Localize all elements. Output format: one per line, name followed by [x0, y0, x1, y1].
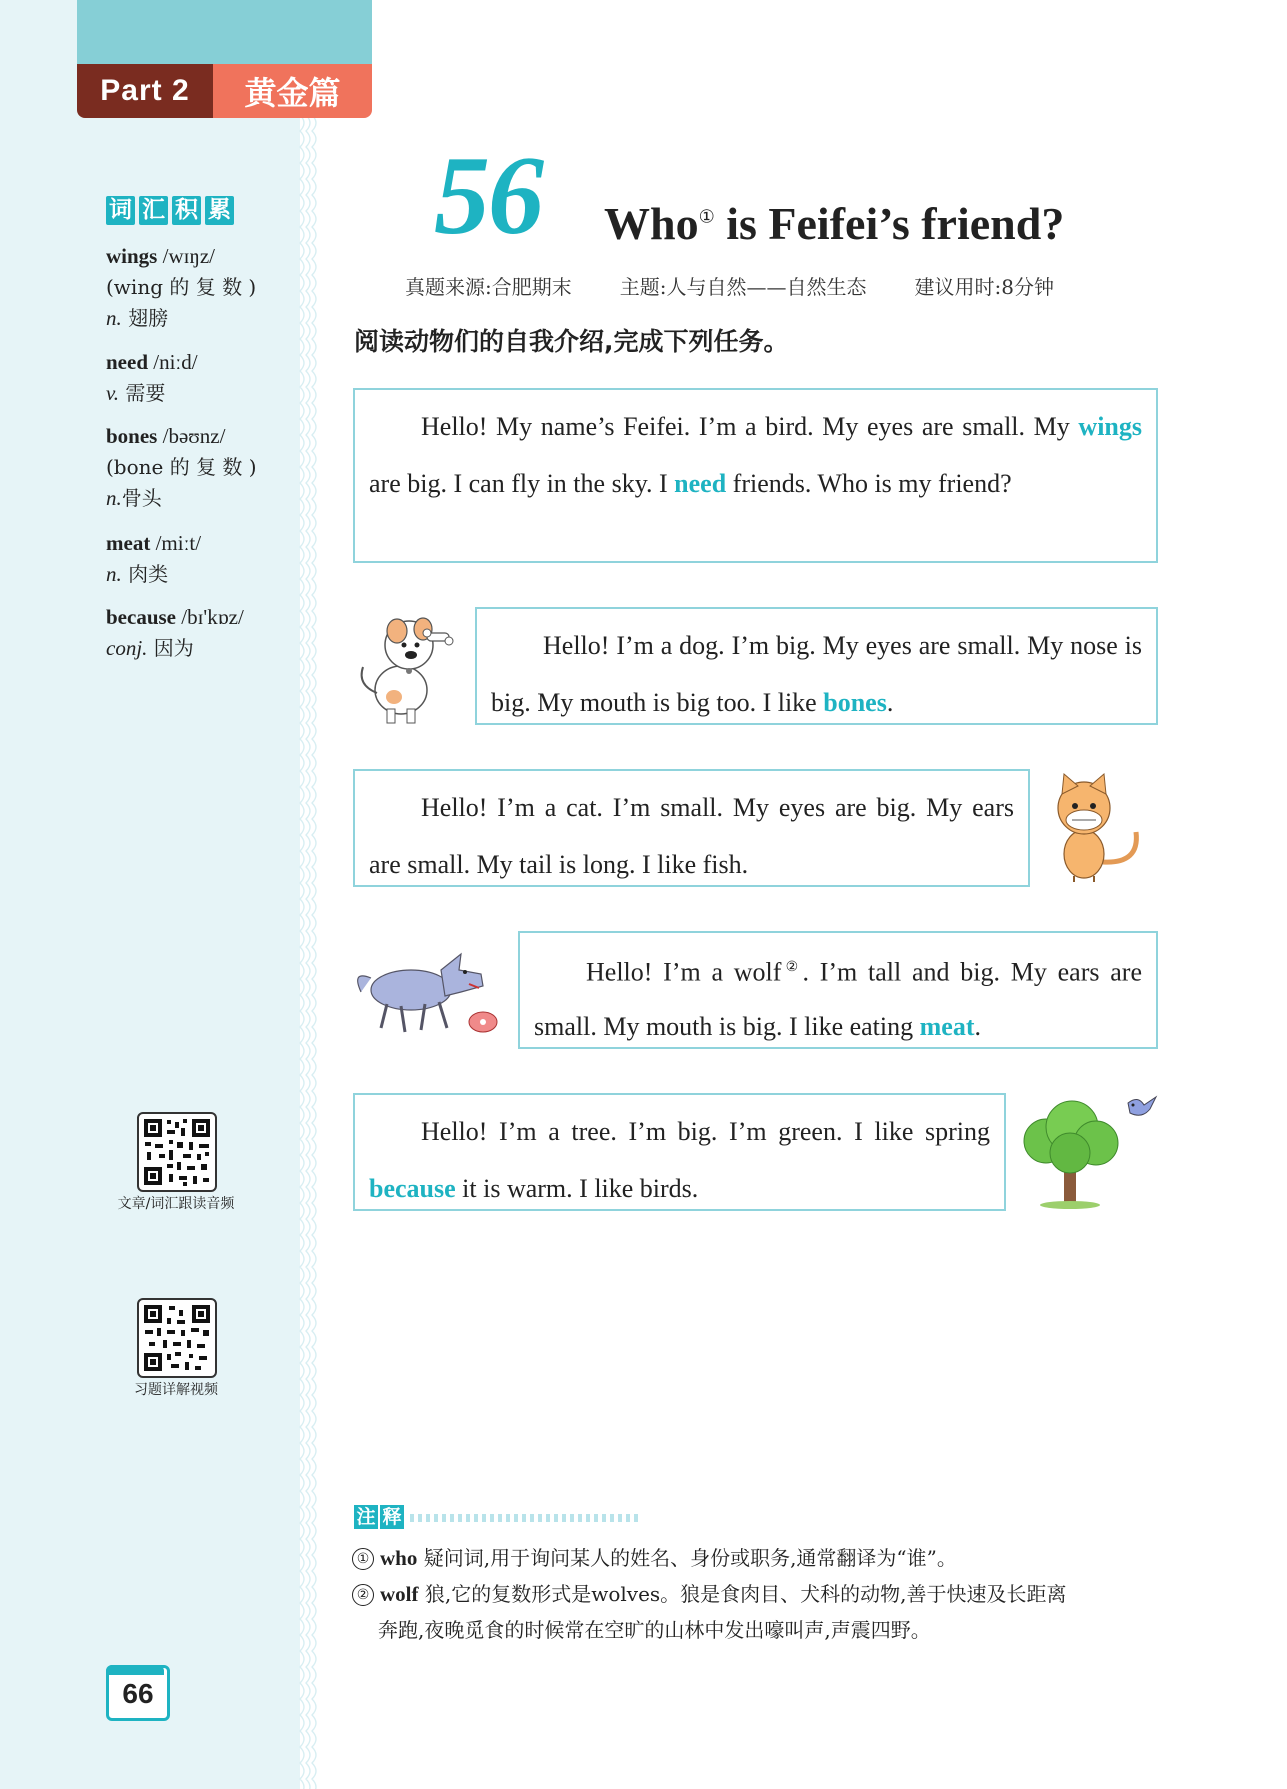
vocab-pos: conj. [106, 636, 148, 660]
vocab-meaning: 需要 [119, 381, 166, 405]
vocab-entry-because [106, 602, 296, 664]
meta-time: 建议用时:8分钟 [914, 275, 1054, 299]
vocab-heading-char: 词 [106, 196, 135, 225]
vocab-meaning: 肉类 [121, 562, 169, 586]
divider-dot [442, 1514, 446, 1522]
passage-text [369, 398, 1142, 512]
divider-dot [586, 1514, 590, 1522]
vocab-word: bones [106, 424, 158, 448]
divider-dot [458, 1514, 462, 1522]
part-tab [77, 64, 372, 118]
vocab-word: wings [106, 244, 158, 268]
part-label: Part 2 [77, 64, 213, 118]
vocab-phonetic: /wɪŋz/ [157, 244, 215, 268]
qr-code-icon [139, 1300, 215, 1376]
divider-dot [538, 1514, 542, 1522]
vocab-note: (bone 的 复 数 ) [106, 455, 257, 479]
note-marker: ② [352, 1584, 374, 1606]
passage-span: friends. Who is my friend? [726, 469, 1012, 498]
note-1 [352, 1540, 1172, 1576]
vocab-pos: n. [106, 306, 122, 330]
note-text: 疑问词,用于询问某人的姓名、身份或职务,通常翻译为“谁”。 [417, 1546, 957, 1570]
divider-dot [626, 1514, 630, 1522]
sidebar-wave-edge [296, 115, 324, 1789]
vocab-entry-wings [106, 241, 296, 334]
title-text: is Feifei’s friend? [714, 198, 1065, 249]
page-number-badge [106, 1665, 170, 1721]
divider-dot [562, 1514, 566, 1522]
vocab-phonetic: /bɪ'kɒz/ [176, 605, 244, 629]
passage-span: . I’m tall and big. My ears are small. My mouth is big. I like eating [534, 957, 1142, 1041]
lesson-title [604, 197, 1064, 250]
divider-dot [578, 1514, 582, 1522]
highlight-word: bones [823, 688, 887, 717]
part-header-band [77, 0, 372, 64]
vocab-note: (wing 的 复 数 ) [106, 275, 257, 299]
passage-span: it is warm. I like birds. [455, 1174, 699, 1203]
wave-line [300, 115, 304, 1789]
note-marker: ① [352, 1548, 374, 1570]
notes-heading [354, 1505, 404, 1529]
divider-dot [506, 1514, 510, 1522]
divider-dot [426, 1514, 430, 1522]
highlight-word: wings [1078, 412, 1142, 441]
passage-span: Hello! My name’s Feifei. I’m a bird. My eyes are small. My [421, 412, 1079, 441]
cat-illustration [1048, 772, 1148, 884]
divider-dot [610, 1514, 614, 1522]
note-2-continued: 奔跑,夜晚觅食的时候常在空旷的山林中发出嚎叫声,声震四野。 [378, 1618, 931, 1642]
notes-divider [410, 1513, 640, 1523]
wave-line [306, 115, 310, 1789]
passage-span: Hello! I’m a dog. I’m big. My eyes are small. My nose is big. My mouth is big too. I like [491, 631, 1142, 717]
notes-heading-char: 释 [380, 1505, 404, 1529]
passage-span: Hello! I’m a tree. I’m big. I’m green. I like spring [421, 1117, 990, 1146]
divider-dot [410, 1514, 414, 1522]
title-text: Who [604, 198, 699, 249]
divider-dot [434, 1514, 438, 1522]
meta-source: 真题来源:合肥期末 [405, 275, 572, 299]
title-footnote-mark: ① [698, 206, 715, 227]
divider-dot [618, 1514, 622, 1522]
audio-qr-caption: 文章/词汇跟读音频 [117, 1196, 235, 1212]
passage-tree [353, 1093, 1006, 1211]
vocab-pos: v. [106, 381, 120, 405]
vocab-phonetic: /miːt/ [150, 531, 202, 555]
note-text: 狼,它的复数形式是wolves。狼是食肉目、犬科的动物,善于快速及长距离 [418, 1582, 1067, 1606]
vocab-heading-char: 积 [172, 196, 201, 225]
vocab-entry-meat [106, 528, 296, 590]
vocab-pos: n. [106, 486, 122, 510]
passage-bird [353, 388, 1158, 563]
divider-dot [466, 1514, 470, 1522]
wolf-illustration [351, 940, 503, 1040]
passage-text [534, 941, 1142, 1054]
passage-cat [353, 769, 1030, 887]
footnote-mark: ② [781, 960, 803, 975]
divider-dot [602, 1514, 606, 1522]
highlight-word: because [369, 1174, 456, 1203]
passage-text: Hello! I’m a cat. I’m small. My eyes are big. My ears are small. My tail is long. I like fish. [369, 793, 1014, 879]
divider-dot [594, 1514, 598, 1522]
passage-span: . [974, 1011, 981, 1041]
passage-text [491, 617, 1142, 731]
vocab-word: meat [106, 531, 151, 555]
divider-dot [554, 1514, 558, 1522]
vocab-pos: n. [106, 562, 122, 586]
passage-dog [475, 607, 1158, 725]
note-word: wolf [380, 1582, 419, 1606]
divider-dot [522, 1514, 526, 1522]
note-word: who [380, 1546, 418, 1570]
calendar-icon [106, 1665, 164, 1675]
video-qr-code[interactable] [137, 1298, 217, 1378]
vocab-meaning: 翅膀 [121, 306, 169, 330]
lesson-meta [405, 271, 1054, 300]
divider-dot [634, 1514, 638, 1522]
notes-heading-char: 注 [354, 1505, 378, 1529]
divider-dot [530, 1514, 534, 1522]
divider-dot [450, 1514, 454, 1522]
vocab-heading [106, 196, 234, 225]
highlight-word: meat [919, 1011, 975, 1041]
vocab-phonetic: /niːd/ [148, 350, 198, 374]
meta-theme: 主题:人与自然——自然生态 [619, 275, 867, 299]
passage-text [369, 1103, 990, 1217]
dog-illustration [349, 605, 459, 725]
tree-illustration [1016, 1093, 1158, 1211]
divider-dot [482, 1514, 486, 1522]
vocab-entry-bones [106, 421, 296, 514]
vocab-heading-char: 累 [205, 196, 234, 225]
highlight-word: need [674, 469, 727, 498]
vocab-meaning: 因为 [147, 636, 194, 660]
page-number: 66 [122, 1678, 154, 1709]
video-qr-caption: 习题详解视频 [134, 1382, 218, 1398]
divider-dot [418, 1514, 422, 1522]
vocab-heading-char: 汇 [139, 196, 168, 225]
divider-dot [570, 1514, 574, 1522]
divider-dot [474, 1514, 478, 1522]
divider-dot [514, 1514, 518, 1522]
instruction: 阅读动物们的自我介绍,完成下列任务。 [354, 327, 789, 356]
audio-qr-code[interactable] [137, 1112, 217, 1192]
passage-span: Hello! I’m a wolf [586, 957, 782, 987]
vocab-word: need [106, 350, 148, 374]
wave-line [312, 115, 316, 1789]
vocab-word: because [106, 605, 176, 629]
divider-dot [490, 1514, 494, 1522]
divider-dot [546, 1514, 550, 1522]
passage-span: . [886, 688, 894, 717]
part-title: 黄金篇 [213, 64, 372, 118]
qr-code-icon [139, 1114, 215, 1190]
lesson-number: 56 [434, 134, 542, 258]
passage-span: are big. I can fly in the sky. I [369, 469, 675, 498]
divider-dot [498, 1514, 502, 1522]
note-2 [352, 1576, 1172, 1612]
passage-wolf [518, 931, 1158, 1049]
vocab-entry-need [106, 347, 296, 409]
vocab-meaning: 骨头 [121, 486, 162, 510]
vocab-phonetic: /bəʊnz/ [157, 424, 226, 448]
